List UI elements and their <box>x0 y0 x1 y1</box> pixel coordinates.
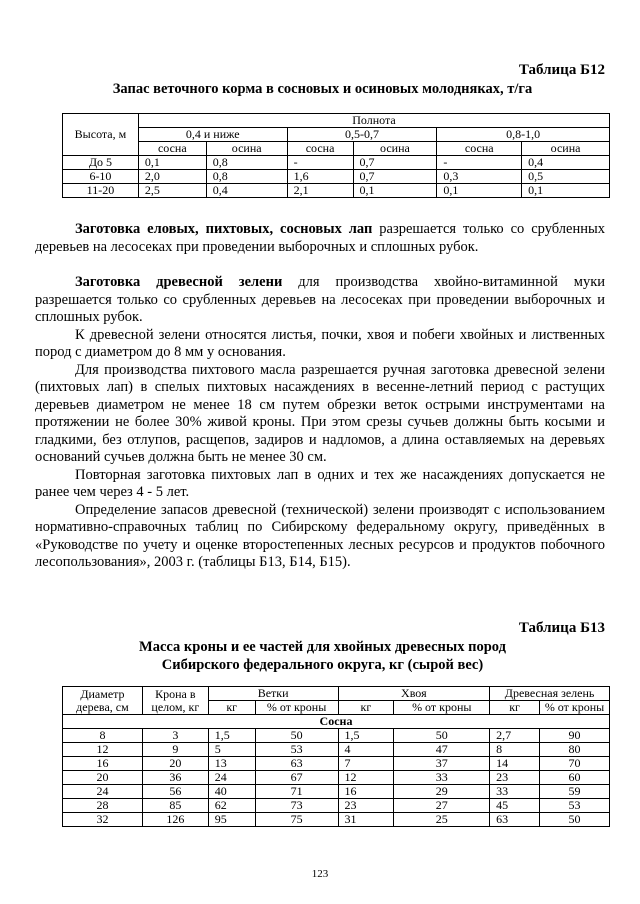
species-header: сосна <box>138 142 206 156</box>
table-cell: 73 <box>255 799 338 813</box>
species-header: сосна <box>437 142 522 156</box>
table-cell: 60 <box>540 771 610 785</box>
table-cell: 5 <box>208 743 255 757</box>
table-row <box>63 729 610 743</box>
table-cell: 12 <box>63 743 143 757</box>
table-cell: 0,1 <box>437 184 522 198</box>
table-cell: 20 <box>63 771 143 785</box>
paragraph: К древесной зелени относятся листья, почки, хвоя и побеги хвойных и лиственных пород с диаметром до 8 мм у основания. <box>35 326 605 360</box>
table-cell: 50 <box>255 729 338 743</box>
table-row <box>63 799 610 813</box>
table-cell: 47 <box>394 743 490 757</box>
branches-header: Ветки <box>208 687 338 701</box>
table-cell: 23 <box>490 771 540 785</box>
table-cell: 63 <box>255 757 338 771</box>
crown-header: Крона в целом, кг <box>142 687 208 715</box>
table-cell: 27 <box>394 799 490 813</box>
table-cell: 71 <box>255 785 338 799</box>
table-cell: 12 <box>338 771 394 785</box>
paragraph <box>35 221 605 256</box>
table-cell: 56 <box>142 785 208 799</box>
table-cell: 70 <box>540 757 610 771</box>
table-row <box>63 813 610 827</box>
table-cell: 16 <box>63 757 143 771</box>
table-b13 <box>62 686 610 827</box>
table-b13-title-line2: Сибирского федерального округа, кг (сырой вес) <box>161 657 484 673</box>
paragraph: Определение запасов древесной (технической) зелени производят с использованием нормативно-справочных таблиц по Сибирскому федеральному округу, приведённых в «Руководстве по учету и оценке второстепенных лесных ресурсов и продуктов побочного лесопользования», 2003 г. (таблицы Б13, Б14, Б15). <box>35 501 605 570</box>
table-b13-body <box>63 729 610 827</box>
table-row <box>63 170 610 184</box>
table-cell: 25 <box>394 813 490 827</box>
table-cell: 95 <box>208 813 255 827</box>
unit-kg: кг <box>208 701 255 715</box>
table-cell: 53 <box>540 799 610 813</box>
table-cell: 67 <box>255 771 338 785</box>
table-cell: 75 <box>255 813 338 827</box>
unit-kg: кг <box>338 701 394 715</box>
paragraph: Повторная заготовка пихтовых лап в одних и тех же насаждениях допускается не ранее чем через 4 - 5 лет. <box>35 466 605 500</box>
table-b12-label: Таблица Б12 <box>518 62 605 78</box>
table-cell: 126 <box>142 813 208 827</box>
table-row <box>63 184 610 198</box>
table-cell: 2,7 <box>490 729 540 743</box>
table-cell: 0,7 <box>353 170 437 184</box>
paragraph-lead: Заготовка еловых, пихтовых, сосновых лап <box>75 221 373 237</box>
table-cell: 24 <box>208 771 255 785</box>
table-b13-title-line1: Масса кроны и ее частей для хвойных древесных пород <box>139 639 506 655</box>
table-row <box>63 757 610 771</box>
table-b12 <box>62 113 610 198</box>
table-cell: 8 <box>490 743 540 757</box>
table-cell: 50 <box>394 729 490 743</box>
table-cell: 7 <box>338 757 394 771</box>
density-header: Полнота <box>138 114 609 128</box>
table-cell: - <box>437 156 522 170</box>
table-cell: 63 <box>490 813 540 827</box>
table-cell: 0,4 <box>206 184 287 198</box>
species-header: сосна <box>287 142 353 156</box>
table-cell: 85 <box>142 799 208 813</box>
density-group: 0,8-1,0 <box>437 128 610 142</box>
unit-pct: % от кроны <box>394 701 490 715</box>
green-mass-header: Древесная зелень <box>490 687 610 701</box>
table-cell: 0,7 <box>353 156 437 170</box>
table-cell: 13 <box>208 757 255 771</box>
table-cell: 9 <box>142 743 208 757</box>
table-cell: 29 <box>394 785 490 799</box>
table-cell: 1,5 <box>338 729 394 743</box>
species-header: осина <box>206 142 287 156</box>
table-cell: 11-20 <box>63 184 139 198</box>
table-b12-title: Запас веточного корма в сосновых и осиновых молодняках, т/га <box>112 81 533 97</box>
section-row-pine: Сосна <box>63 715 610 729</box>
table-cell: 37 <box>394 757 490 771</box>
table-cell: 2,1 <box>287 184 353 198</box>
table-cell: 4 <box>338 743 394 757</box>
table-cell: 80 <box>540 743 610 757</box>
table-cell: 0,8 <box>206 156 287 170</box>
species-header: осина <box>353 142 437 156</box>
table-cell: 8 <box>63 729 143 743</box>
table-row <box>63 771 610 785</box>
diameter-header: Диаметр дерева, см <box>63 687 143 715</box>
page-number: 123 <box>311 868 329 880</box>
table-cell: 40 <box>208 785 255 799</box>
paragraph-text: разрешается только со срубленных деревьев на лесосеках при проведении выборочных и сплошных рубок. <box>35 221 605 255</box>
table-cell: 1,6 <box>287 170 353 184</box>
table-cell: До 5 <box>63 156 139 170</box>
table-cell: 0,5 <box>522 170 610 184</box>
unit-kg: кг <box>490 701 540 715</box>
table-row <box>63 785 610 799</box>
table-cell: 36 <box>142 771 208 785</box>
paragraph: Для производства пихтового масла разрешается ручная заготовка древесной зелени (пихтовых лап) в спелых пихтовых насаждениях в весенне-летний период с растущих деревьев диаметром не менее 18 см путем обрезки веток острыми инструментами на протяжении не более 30% живой кроны. При этом срезы сучьев должны быть косыми и гладкими, без отлупов, расщепов, задиров и надломов, а длина оставляемых на деревьях оснований сучьев должна быть не менее 30 см. <box>35 361 605 465</box>
paragraph-text: для производства хвойно-витаминной муки разрешается только со срубленных деревьев на лесосеках при проведении выборочных и сплошных рубок. <box>35 274 605 325</box>
table-cell: 2,5 <box>138 184 206 198</box>
table-cell: 20 <box>142 757 208 771</box>
table-cell: - <box>287 156 353 170</box>
table-cell: 16 <box>338 785 394 799</box>
paragraph-lead: Заготовка древесной зелени <box>75 274 283 290</box>
unit-pct: % от кроны <box>255 701 338 715</box>
table-cell: 23 <box>338 799 394 813</box>
table-cell: 2,0 <box>138 170 206 184</box>
table-cell: 24 <box>63 785 143 799</box>
table-cell: 33 <box>490 785 540 799</box>
table-cell: 14 <box>490 757 540 771</box>
table-cell: 31 <box>338 813 394 827</box>
needles-header: Хвоя <box>338 687 490 701</box>
table-cell: 53 <box>255 743 338 757</box>
table-cell: 59 <box>540 785 610 799</box>
table-cell: 0,3 <box>437 170 522 184</box>
table-cell: 90 <box>540 729 610 743</box>
table-cell: 0,8 <box>206 170 287 184</box>
table-cell: 0,1 <box>353 184 437 198</box>
table-cell: 32 <box>63 813 143 827</box>
table-b13-label: Таблица Б13 <box>518 620 605 636</box>
table-cell: 1,5 <box>208 729 255 743</box>
unit-pct: % от кроны <box>540 701 610 715</box>
density-group: 0,4 и ниже <box>138 128 287 142</box>
body-text <box>35 221 605 572</box>
table-cell: 28 <box>63 799 143 813</box>
table-cell: 0,1 <box>138 156 206 170</box>
height-header: Высота, м <box>63 114 139 156</box>
table-cell: 6-10 <box>63 170 139 184</box>
table-cell: 50 <box>540 813 610 827</box>
table-cell: 0,1 <box>522 184 610 198</box>
table-cell: 3 <box>142 729 208 743</box>
table-row <box>63 156 610 170</box>
species-header: осина <box>522 142 610 156</box>
table-row <box>63 743 610 757</box>
paragraph <box>35 274 605 327</box>
table-cell: 45 <box>490 799 540 813</box>
density-group: 0,5-0,7 <box>287 128 437 142</box>
table-cell: 62 <box>208 799 255 813</box>
table-cell: 33 <box>394 771 490 785</box>
table-cell: 0,4 <box>522 156 610 170</box>
